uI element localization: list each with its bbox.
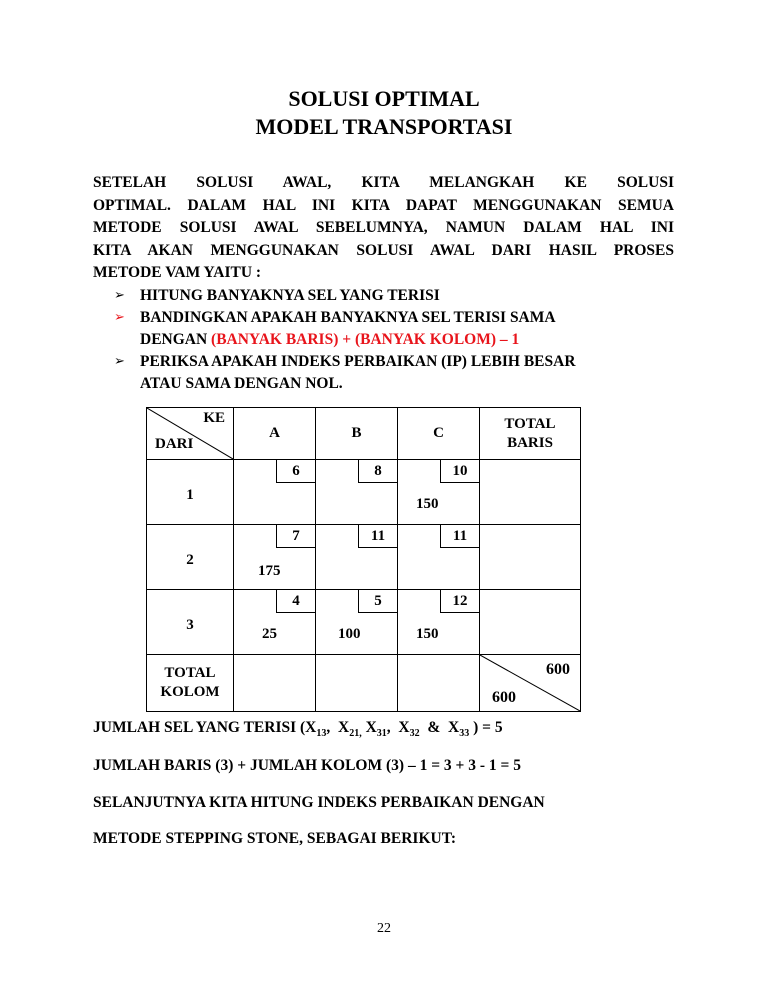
column-total-cell <box>316 655 398 712</box>
intro-line: METODE VAM YAITU : <box>93 264 262 281</box>
header-dari: DARI <box>155 436 194 452</box>
arrow-bullet-icon: ➢ <box>114 288 125 303</box>
bullet-list <box>112 285 672 395</box>
line-text: ) = 5 <box>469 719 503 736</box>
transportation-table <box>146 407 581 712</box>
page-title: SOLUSI OPTIMAL <box>288 86 480 111</box>
arrow-bullet-icon: ➢ <box>114 354 125 369</box>
cost-box: 5 <box>358 590 397 613</box>
row-total-cell <box>480 460 581 525</box>
cost-box: 6 <box>276 460 315 483</box>
bullet-text: HITUNG BANYAKNYA SEL YANG TERISI <box>140 287 440 304</box>
table-cell <box>234 590 316 655</box>
table-cell <box>234 460 316 525</box>
allocation-value: 25 <box>262 626 277 642</box>
table-cell <box>398 590 480 655</box>
allocation-value: 150 <box>416 496 439 512</box>
table-cell <box>316 460 398 525</box>
bullet-highlight-text: (BANYAK BARIS) + (BANYAK KOLOM) – 1 <box>211 331 520 348</box>
row-label: 2 <box>147 525 234 590</box>
cost-box: 7 <box>276 525 315 548</box>
cost-box: 10 <box>440 460 479 483</box>
header-col-b: B <box>316 408 398 460</box>
cost-box: 12 <box>440 590 479 613</box>
grand-total-top: 600 <box>546 661 570 678</box>
allocation-value: 150 <box>416 626 439 642</box>
cost-box: 11 <box>440 525 479 548</box>
intro-line: KITA AKAN MENGGUNAKAN SOLUSI AWAL DARI HASIL PROSES <box>93 241 674 259</box>
cost-box: 4 <box>276 590 315 613</box>
table-cell <box>316 590 398 655</box>
header-ke: KE <box>203 410 225 426</box>
header-col-c: C <box>398 408 480 460</box>
intro-paragraph <box>93 172 674 285</box>
next-step-line: SELANJUTNYA KITA HITUNG INDEKS PERBAIKAN DENGAN <box>93 794 545 811</box>
row-label: 1 <box>147 460 234 525</box>
line-text: JUMLAH SEL YANG TERISI (X <box>93 719 317 736</box>
column-total-cell <box>234 655 316 712</box>
row-total-cell <box>480 590 581 655</box>
intro-line: SETELAH SOLUSI AWAL, KITA MELANGKAH KE SOLUSI <box>93 174 674 191</box>
bullet-text: ATAU SAMA DENGAN NOL. <box>140 375 343 392</box>
grand-total-bottom: 600 <box>492 689 516 706</box>
intro-line: OPTIMAL. DALAM HAL INI KITA DAPAT MENGGUNAKAN SEMUA <box>93 196 674 214</box>
cost-box: 8 <box>358 460 397 483</box>
page-subtitle: MODEL TRANSPORTASI <box>255 114 513 139</box>
arrow-bullet-icon: ➢ <box>114 310 125 325</box>
bullet-item <box>112 351 672 395</box>
header-total-baris: TOTAL BARIS <box>480 408 581 460</box>
table-cell <box>398 525 480 590</box>
page-number: 22 <box>377 921 391 936</box>
header-col-a: A <box>234 408 316 460</box>
bullet-text: PERIKSA APAKAH INDEKS PERBAIKAN (IP) LEBIH BESAR <box>140 353 576 370</box>
method-line: METODE STEPPING STONE, SEBAGAI BERIKUT: <box>93 830 457 847</box>
row-label: 3 <box>147 590 234 655</box>
column-total-cell <box>398 655 480 712</box>
allocation-value: 175 <box>258 563 281 579</box>
table-cell <box>398 460 480 525</box>
allocation-value: 100 <box>338 626 361 642</box>
row-total-cell <box>480 525 581 590</box>
table-cell <box>234 525 316 590</box>
grand-total-cell <box>480 655 581 712</box>
bullet-item <box>112 285 672 307</box>
filled-cells-line: JUMLAH SEL YANG TERISI ($X_{13}$, $X_{21,}$ $X_{31}$, $X_{32}$ & $X_{33}$ ) = 5 <box>93 719 503 740</box>
bullet-item <box>112 307 672 351</box>
rows-columns-line: JUMLAH BARIS (3) + JUMLAH KOLOM (3) – 1 = 3 + 3 - 1 = 5 <box>93 757 521 774</box>
intro-line: METODE SOLUSI AWAL SEBELUMNYA, NAMUN DALAM HAL INI <box>93 219 674 236</box>
cost-box: 11 <box>358 525 397 548</box>
table-cell <box>316 525 398 590</box>
bullet-text: DENGAN <box>140 331 212 348</box>
table-corner-cell <box>147 408 234 460</box>
total-kolom-label: TOTAL KOLOM <box>147 655 234 712</box>
bullet-text: BANDINGKAN APAKAH BANYAKNYA SEL TERISI SAMA <box>140 309 556 326</box>
